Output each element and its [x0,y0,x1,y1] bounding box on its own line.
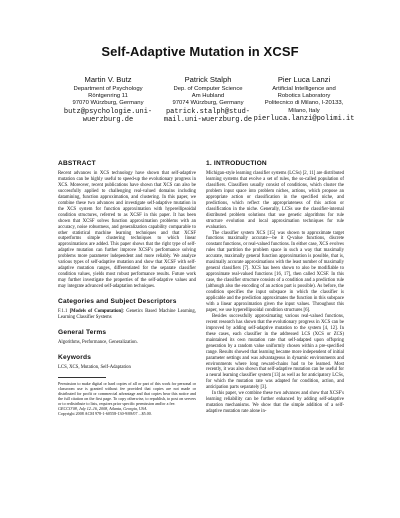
author-block-butz [52,75,164,124]
author-affiliation: Artificial Intelligence and [272,86,336,92]
abstract-heading: ABSTRACT [58,160,96,167]
author-address: Milano, Italy [288,107,320,114]
copyright-venue: GECCO'08, July 12–16, 2008, Atlanta, Georgia, USA. [58,405,148,411]
introduction-heading: 1. INTRODUCTION [206,160,267,167]
categories-text [58,309,196,321]
intro-paragraph: In this paper, we combine these two advances and show that XCSF's learning reliability can be further enhanced by adding self-adaptive mutation mechanisms. We show that the simple addition of a self-adaptive mutation rate alone in- [206,391,344,415]
author-affiliation: Robotics Laboratory [277,93,331,100]
copyright-line: Copyright 2008 ACM 978-1-60558-130-9/08/07 ...$5.00. [58,410,152,416]
categories-description: : Genetics Based Machine Learning, Learning Classifier Systems [58,309,196,321]
general-terms-text: Algorithms, Performance, Generalization. [58,339,138,345]
intro-paragraph: The classifier system XCS [15] was shown to approximate target functions maximally accurate—be it Q-value functions, discrete constant functions, or real-valued functions. In either case, XCS evolves rules that partition the problem space in such a way that maximally accurate, maximally general function approximation is possible, that is, maximally accurate approximations with the least number of maximally general classifiers [7]. XCS has been shown to also be modifiable to approximate real-valued functions [16, 17], then called XCSF. In this case, the classifier structure consists of a condition and a prediction rule (although also the encoding of an action part is possible). As before, the condition specifies the input subspace in which the classifier is applicable and the prediction approximates the function in this subspace with a linear approximation given the input values. Throughout this paper, we use hyperellipsoidal condition structures [6]. [206,230,344,313]
copyright-notice: Permission to make digital or hard copies of all or part of this work for personal or classroom use is granted without fee provided that copies are not made or distributed for profit or commercial advantage and that copies bear this notice and the full citation on the first page. To copy otherwise, to republish, to post on servers or to redistribute to lists, requires prior specific permission and/or a fee. [58,380,196,406]
paper-title: Self-Adaptive Mutation in XCSF [101,44,299,59]
author-email: patrick.stalph@stud-mail.uni-wuerzburg.de [163,107,253,124]
author-address: 97070 Würzburg, Germany [72,100,144,107]
intro-paragraph: Michigan-style learning classifier systems (LCSs) [2, 11] are distributed learning systems that evolve a set of rules, the so-called population of classifiers. Classifiers usually consist of conditions, which cluster the problem input space into problem niches, actions, which propose an appropriate action or classification in the specified niche, and predictions, which reflect the appropriateness of this action or classification in the niche. Generally, LCSs use the classifier-internal distributed problem solutions that use genetic algorithms for rule structure evolution and local approximation techniques for rule evaluation. [206,171,344,230]
author-name: Martin V. Butz [84,75,132,84]
categories-code: F.1.1 [58,309,70,315]
abstract-text: Recent advances in XCS technology have shown that self-adaptive mutation can be highly useful to speed-up the evolutionary progress in XCS. Moreover, recent publications have shown that XCS can also be successfully applied to challenging real-valued domains including datamining, function approximation, and clustering. In this paper, we combine these two advances and investigate self-adaptive mutation in the XCS system for function approximation with hyperellipsoidal condition structures, referred to as XCSF in this paper. It has been shown that XCSF solves function approximation problems with an accuracy, noise robustness, and generalization capability comparable to other statistical machine learning techniques and that XCSF outperforms simple clustering techniques to which linear approximations are added. This paper shows that the right type of self-adaptive mutation can further improve XCSF's performance solving problems more parameter independent and more reliably. We analyze various types of self-adaptive mutation and show that XCSF with self-adaptive mutation ranges, differentiated for the separate classifier condition values, yields most robust performance results. Future work may further investigate the properties of the self-adaptive values and may integrate advanced self-adaptation techniques. [58,171,196,290]
author-name: Patrick Stalph [184,75,232,84]
right-column [206,160,344,415]
author-address: Am Hubland [191,93,225,100]
author-email: pierluca.lanzi@polimi.it [253,114,355,123]
general-terms-heading: General Terms [58,328,107,336]
author-email: butz@psychologie.uni-wuerzburg.de [63,107,153,124]
keywords-text: LCS, XCS, Mutation, Self-Adaptation [58,364,131,370]
keywords-heading: Keywords [58,353,92,361]
author-address: Politecnico di Milano, I-20133, [264,100,344,107]
categories-heading: Categories and Subject Descriptors [58,298,177,306]
author-address: 97074 Würzburg, Germany [172,100,244,107]
intro-paragraph: Besides successfully approximating various real-valued functions, recent research has shown that the evolutionary progress in XCS can be improved by adding self-adaptive mutation to the system [4, 12]. In these cases, each classifier in the addressed LCS (XCS or ZCS) maintained its own mutation rate that self-adapted upon offspring generation by a random value uniformly chosen within a pre-specified range. Results showed that learning became more independent of initial parameter settings and was advantageous in dynamic environments and environments where long reward-chains had to be learned. Most recently, it was also shown that self-adaptive mutation can be useful for a neural learning classifier system [13] as well as for anticipatory LCSs, for which the mutation rate was adapted for condition, action, and anticipation parts separately [3]. [206,313,344,391]
left-column [58,160,196,416]
author-name: Pier Luca Lanzi [277,75,331,84]
author-address: Röntgenring 11 [88,93,128,100]
footnote-rule [58,377,106,378]
author-affiliation: Department of Psychology [73,86,143,92]
categories-class: [Models of Computation] [69,309,123,315]
author-block-lanzi [248,75,360,123]
author-affiliation: Dep. of Computer Science [173,86,243,92]
